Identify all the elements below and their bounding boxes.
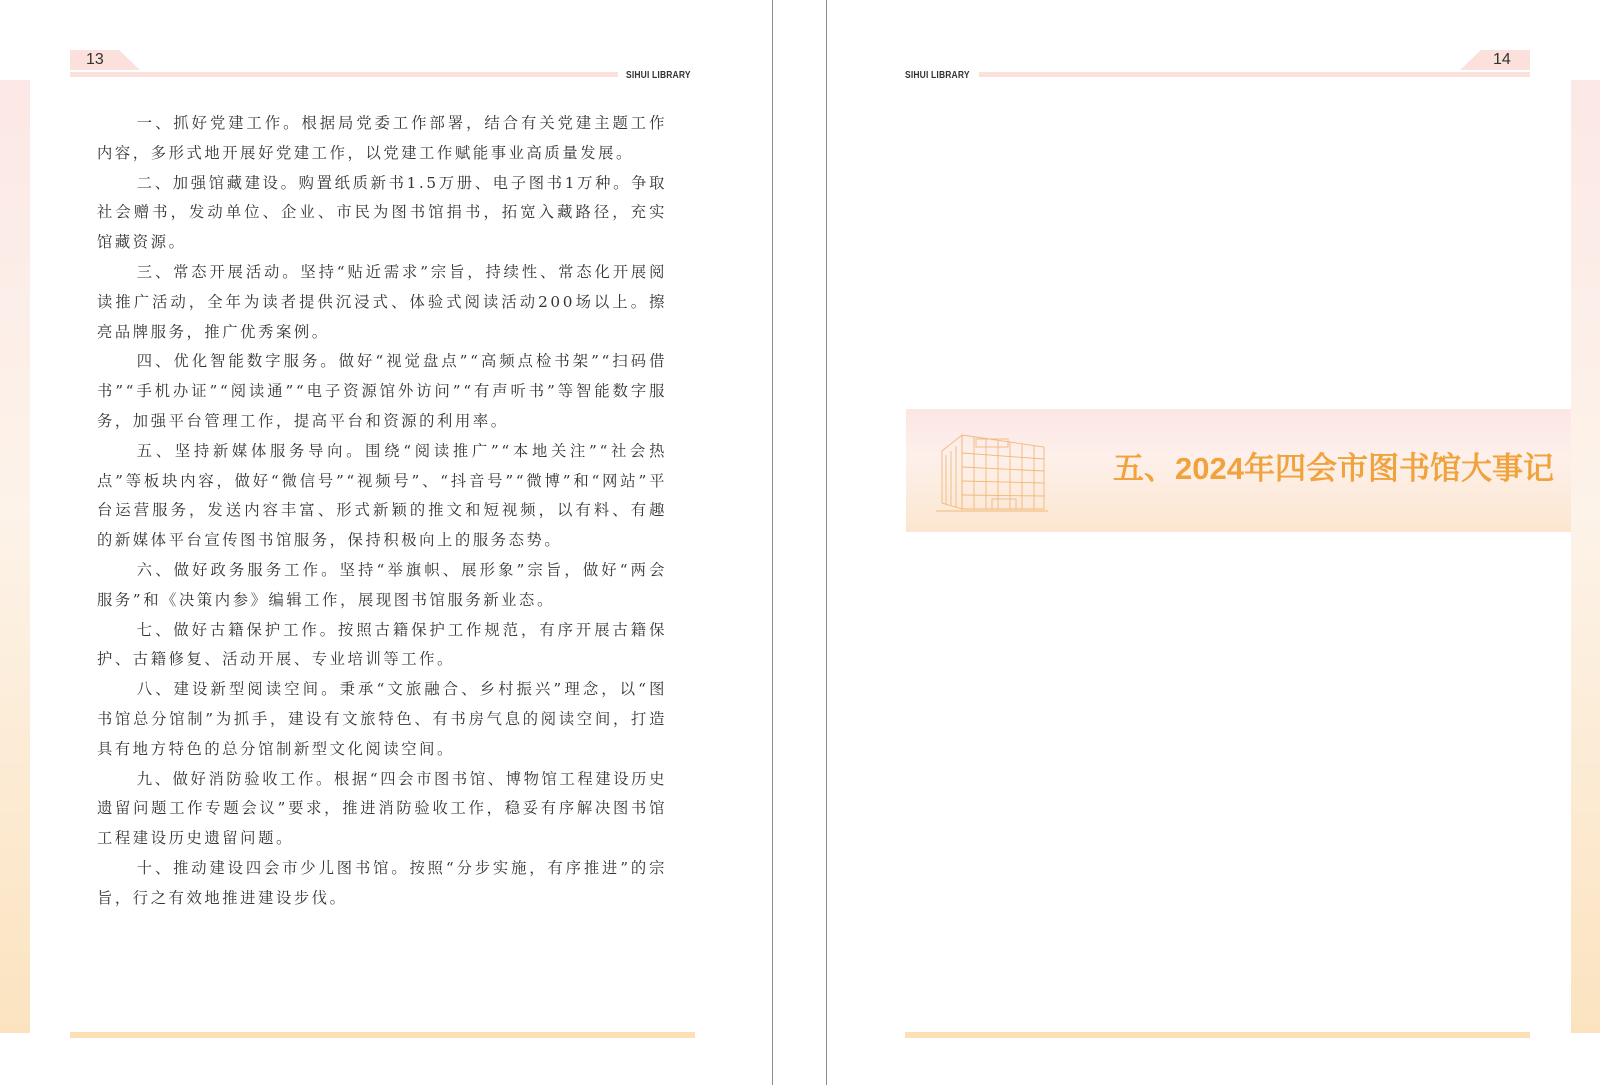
right-page-number: 14 <box>1493 51 1511 68</box>
paragraph: 四、优化智能数字服务。做好“视觉盘点”“高频点检书架”“扫码借书”“手机办证”“阅读通”“电子资源馆外访问”“有声听书”等智能数字服务，加强平台管理工作，提高平台和资源的利用率。 <box>97 352 667 430</box>
right-footer-rule <box>905 1032 1530 1038</box>
right-header-label: SIHUI LIBRARY <box>905 70 970 81</box>
paragraph: 八、建设新型阅读空间。秉承“文旅融合、乡村振兴”理念，以“图书馆总分馆制”为抓手，建设有文旅特色、有书房气息的阅读空间，打造具有地方特色的总分馆制新型文化阅读空间。 <box>97 680 667 758</box>
paragraph: 二、加强馆藏建设。购置纸质新书1.5万册、电子图书1万种。争取社会赠书，发动单位、企业、市民为图书馆捐书，拓宽入藏路径，充实馆藏资源。 <box>97 173 667 252</box>
paragraph: 一、抓好党建工作。根据局党委工作部署，结合有关党建主题工作内容，多形式地开展好党建工作，以党建工作赋能事业高质量发展。 <box>97 114 667 162</box>
left-header-rule <box>70 72 618 77</box>
paragraph: 三、常态开展活动。坚持“贴近需求”宗旨，持续性、常态化开展阅读推广活动，全年为读者提供沉浸式、体验式阅读活动200场以上。擦亮品牌服务，推广优秀案例。 <box>97 262 667 341</box>
paragraph: 六、做好政务服务工作。坚持“举旗帜、展形象”宗旨，做好“两会服务”和《决策内参》编辑工作，展现图书馆服务新业态。 <box>97 560 667 609</box>
book-gutter <box>772 0 827 1085</box>
left-header-label: SIHUI LIBRARY <box>626 70 691 81</box>
section-title: 五、2024年四会市图书馆大事记 <box>1113 451 1554 486</box>
paragraph: 十、推动建设四会市少儿图书馆。按照“分步实施，有序推进”的宗旨，行之有效地推进建设步伐。 <box>97 858 667 907</box>
paragraph: 五、坚持新媒体服务导向。围绕“阅读推广”“本地关注”“社会热点”等板块内容，做好“微信号”“视频号”、“抖音号”“微博”和“网站”平台运营服务，发送内容丰富、形式新颖的推文和短视频，以有料、有趣的新媒体平台宣传图书馆服务，保持积极向上的服务态势。 <box>97 441 667 550</box>
paragraph: 九、做好消防验收工作。根据“四会市图书馆、博物馆工程建设历史遗留问题工作专题会议”要求，推进消防验收工作，稳妥有序解决图书馆工程建设历史遗留问题。 <box>97 769 667 848</box>
left-page-number: 13 <box>86 51 104 68</box>
left-body-text <box>97 109 667 914</box>
right-header-rule <box>979 72 1530 77</box>
paragraph: 七、做好古籍保护工作。按照古籍保护工作规范，有序开展古籍保护、古籍修复、活动开展、专业培训等工作。 <box>97 620 667 669</box>
library-building-icon <box>936 431 1048 513</box>
left-footer-rule <box>70 1032 695 1038</box>
left-side-band <box>0 80 30 1033</box>
right-side-band <box>1571 80 1600 1033</box>
section-banner <box>906 409 1571 532</box>
right-page <box>827 0 1600 1085</box>
